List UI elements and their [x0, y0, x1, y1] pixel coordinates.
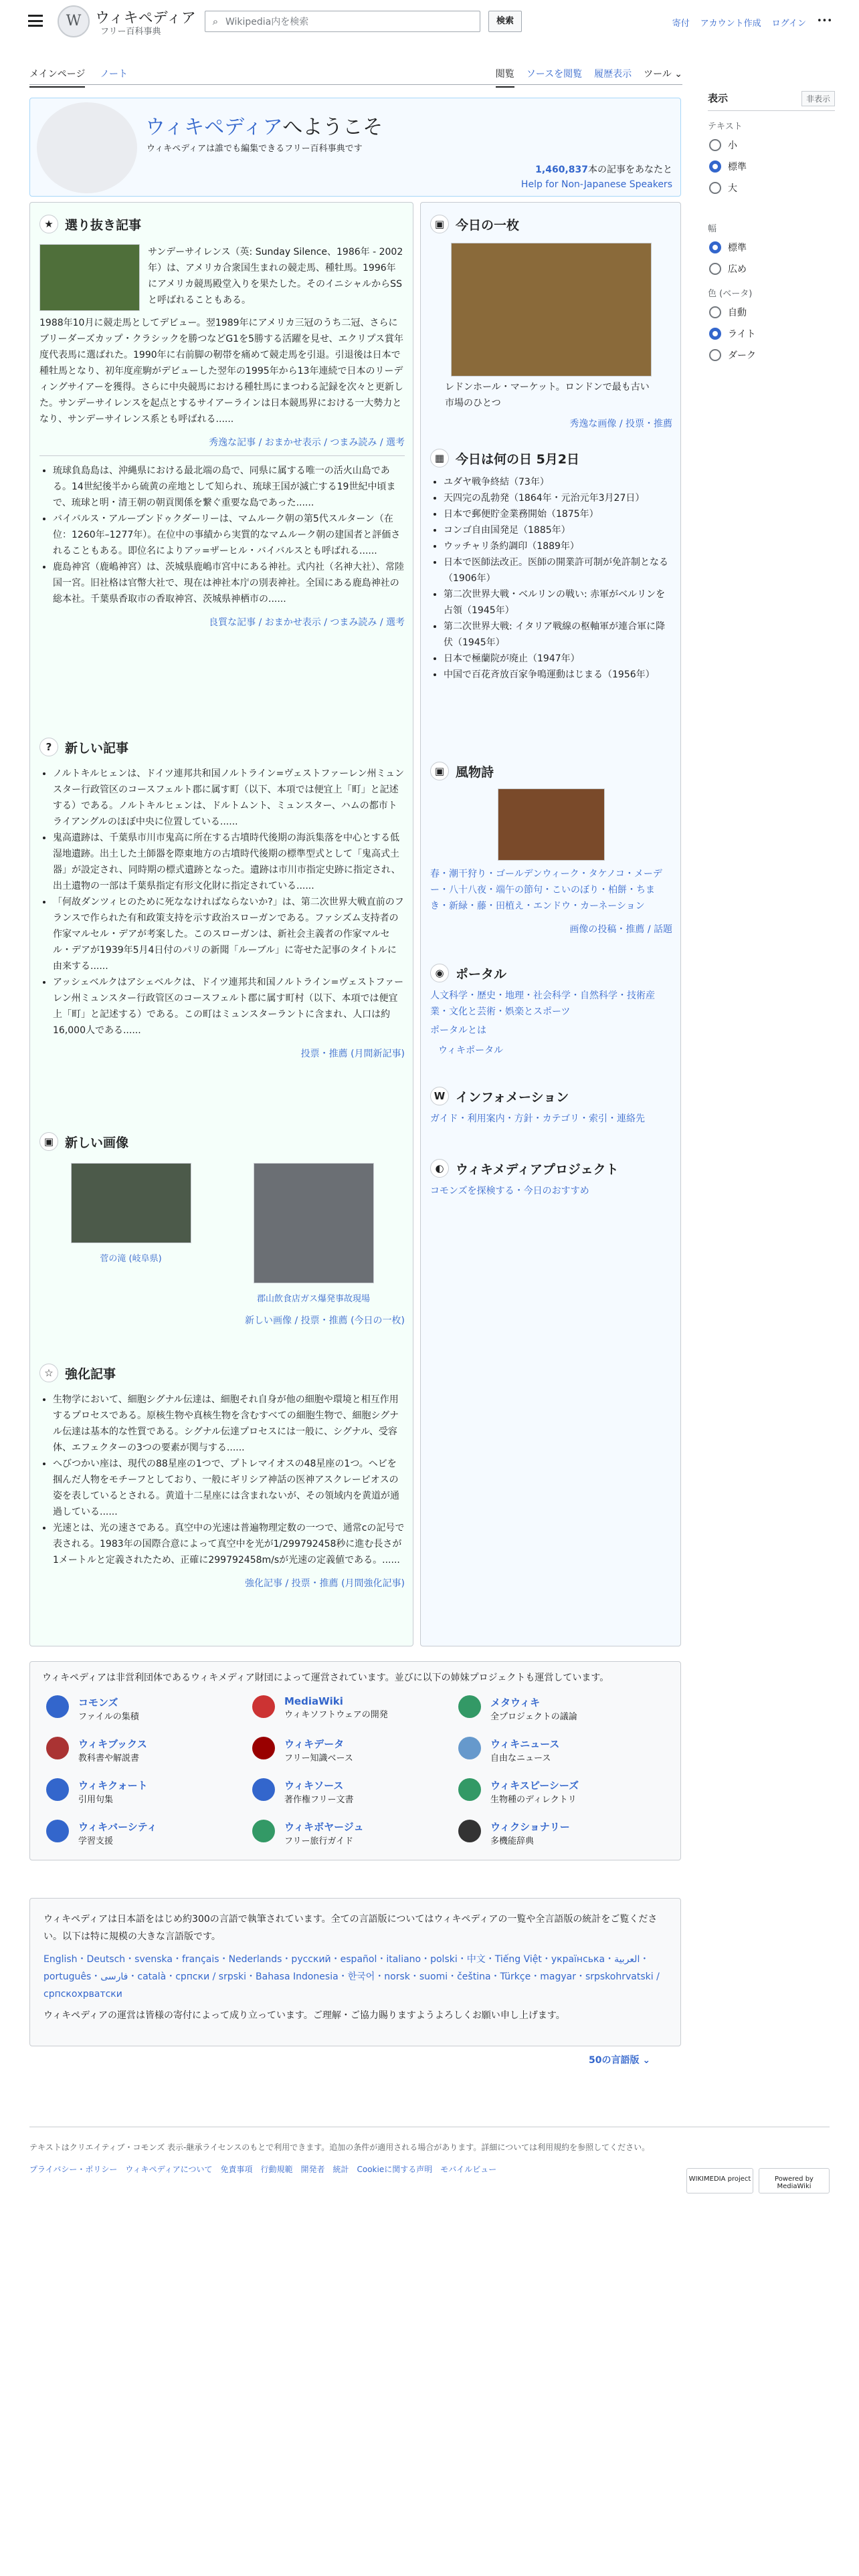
- wikimedia-icon: ◐: [430, 1159, 449, 1178]
- welcome-subtitle: ウィキペディアは誰でも編集できるフリー百科事典です: [147, 144, 363, 154]
- tab-view-source[interactable]: ソースを閲覧: [526, 69, 583, 80]
- color-label: 色 (ベータ): [708, 289, 753, 299]
- featured-footer[interactable]: 秀逸な記事 / おまかせ表示 / つまみ読み / 選考: [209, 437, 405, 448]
- wmp-heading: [430, 1159, 672, 1178]
- gallery-item: [254, 1163, 374, 1304]
- color-light-option[interactable]: [709, 327, 835, 340]
- seasonal-food-image[interactable]: [498, 788, 605, 861]
- portal-heading: [430, 964, 672, 982]
- project-icon: [252, 1695, 275, 1718]
- featured-intro: サンデーサイレンス（英: Sunday Silence、1986年 - 2002年）は、アメリカ合衆国生まれの競走馬、種牡馬。1996年にアメリカ競馬殿堂入りを果たした。そのイニシャルからSSと呼ばれることもある。: [148, 247, 403, 306]
- project-name[interactable]: メタウィキ: [490, 1697, 541, 1709]
- info-heading: [430, 1087, 672, 1105]
- project-item[interactable]: [46, 1820, 252, 1846]
- width-standard-option[interactable]: [709, 241, 835, 254]
- project-item[interactable]: [458, 1695, 664, 1722]
- sister-projects: [29, 1661, 681, 1860]
- list-item: • 日本で医師法改正。医師の開業許可制が免許制となる（1906年）: [444, 554, 672, 586]
- information: [430, 1087, 672, 1127]
- image-icon: ▣: [430, 215, 449, 233]
- portal-links[interactable]: 人文科学・歴史・地理・社会科学・自然科学・技術産業・文化と芸術・娯楽とスポーツ: [430, 990, 655, 1017]
- star-icon: ★: [39, 215, 58, 233]
- appearance-title: 表示: [708, 92, 729, 104]
- article-count-text: 本の記事をあなたと: [588, 165, 672, 175]
- radio-icon[interactable]: [709, 349, 721, 361]
- tab-read[interactable]: 閲覧: [496, 67, 514, 88]
- project-item[interactable]: [458, 1820, 664, 1846]
- calendar-icon: ▦: [430, 449, 449, 467]
- list-item: • 「何故ダンツィヒのために死ななければならないか?」は、第二次世界大戦直前のフランスで作られた有和政策支持を示す政治スローガンである。ファシズム支持者の作家マルセル・デアが考案した。このスローガンは、新社会主義者の作家マルセル・デアが1939年5月4日付のパリの新聞「ルーブル」に寄せた記事のタイトルに由来する......: [53, 894, 405, 974]
- list-item: • 第二次世界大戦・ベルリンの戦い: 赤軍がベルリンを占領（1945年）: [444, 586, 672, 619]
- project-name[interactable]: コモンズ: [78, 1697, 118, 1709]
- list-item: • ノルトキルヒェンは、ドイツ連邦共和国ノルトライン=ヴェストファーレン州ミュンスター行政管区のコースフェルト郡に属す町（以下、本項では便宜上「町」と記述する）である。ノルトキルヒェンは、ドルトムント、ミュンスター、ハムの都市トライアングルのほぼ中央に位置している......: [53, 766, 405, 830]
- mediawiki-badge[interactable]: Powered by MediaWiki: [759, 2168, 830, 2193]
- tab-divider: [29, 84, 682, 85]
- color-auto-option[interactable]: [709, 306, 835, 319]
- project-icon: [458, 1778, 481, 1801]
- project-desc: フリー知識ベース: [284, 1753, 353, 1763]
- color-dark-option[interactable]: [709, 348, 835, 362]
- projects-intro: ウィキペディアは非営利団体であるウィキメディア財団によって運営されています。並びに以下の姉妹プロジェクトも運営しています。: [42, 1673, 609, 1683]
- news-heading: [39, 738, 405, 756]
- tab-main-page[interactable]: メインページ: [29, 67, 85, 88]
- list-item: • 光速とは、光の速さである。真空中の光速は普遍物理定数の一つで、通常cの記号で表される。1983年の国際合意によって真空中を光が1/299792458秒に進む長さが1メートルと定義されたため、正確に299792458m/sが光速の定義値である。......: [53, 1520, 405, 1568]
- strong-footer[interactable]: 強化記事 / 投票・推薦 (月間強化記事): [245, 1578, 405, 1589]
- new-images: [39, 1132, 405, 1327]
- list-item: • 天四完の乱勃発（1864年・元治元年3月27日）: [444, 490, 672, 506]
- option-label: 大: [728, 183, 737, 194]
- new-images-gallery: [39, 1163, 405, 1304]
- language-box: [29, 1898, 681, 2046]
- question-icon: ?: [39, 738, 58, 756]
- portal-title: ポータル: [456, 966, 507, 982]
- list-item: • アッシェベルクはアシェベルクは、ドイツ連邦共和国ノルトライン=ヴェストファーレン州ミュンスター行政管区のコースフェルト郡に属す町村（以下、本項では便宜上「町」と記述する）である。この町はミュンスターラントに含まれ、人口は約16,000人である......: [53, 974, 405, 1039]
- project-name[interactable]: ウィキボヤージュ: [284, 1821, 364, 1833]
- project-icon: [46, 1778, 69, 1801]
- text-label: テキスト: [708, 122, 743, 132]
- info-title: インフォメーション: [456, 1089, 569, 1105]
- newimg-title: 新しい画像: [65, 1135, 129, 1150]
- project-desc: 全プロジェクトの議論: [490, 1712, 577, 1722]
- license-text: テキストはクリエイティブ・コモンズ 表示-継承ライセンスのもとで利用できます。追加の条件が適用される場合があります。詳細については利用規約を参照してください。: [29, 2143, 650, 2152]
- featured-text: 1988年10月に競走馬としてデビュー。翌1989年にアメリカ三冠のうち二冠、さらにブリーダーズカップ・クラシックを勝つなどG1を5勝する活躍を見せ、エクリプス賞年度代表馬に選ばれた。1990年に右前脚の靭帯を痛めて競走馬を引退。引退後は日本で種牡馬となり、初年度産駒がデビューした翌年の1995年から13年連続で日本のリーディングサイアーを獲得。さらに中央競馬における種牡馬にまつわる記録を次々と更新した。サンデーサイレンスを起点とするサイアーラインは日本競馬界における一大勢力となり、サンデーサイレンス系とも呼ばれる......: [39, 318, 404, 425]
- featured-title: 選り抜き記事: [65, 217, 142, 233]
- horse-image[interactable]: [39, 244, 140, 311]
- welcome-title-suffix: へようこそ: [282, 116, 383, 139]
- text-large-option[interactable]: [709, 181, 835, 195]
- list-item: • ウッチャリ条約調印（1889年）: [444, 538, 672, 554]
- project-item[interactable]: [458, 1737, 664, 1763]
- personal-tools: [672, 16, 832, 29]
- seasonal-links[interactable]: 春・潮干狩り・ゴールデンウィーク・タケノコ・メーデー・八十八夜・端午の節句・こいのぼり・柏餅・ちまき・新緑・藤・田植え・エンドウ・カーネーション: [430, 869, 662, 911]
- project-desc: フリー旅行ガイド: [284, 1836, 354, 1846]
- portal: [430, 964, 672, 1059]
- help-link[interactable]: Help for Non-Japanese Speakers: [520, 179, 672, 190]
- star-outline-icon: ☆: [39, 1364, 58, 1382]
- strong-articles-list: [39, 1392, 405, 1568]
- project-icon: [458, 1820, 481, 1842]
- text-standard-option[interactable]: [709, 160, 835, 173]
- waterfall-image[interactable]: [71, 1163, 191, 1243]
- project-item[interactable]: [458, 1778, 664, 1805]
- project-name[interactable]: ウィキニュース: [490, 1738, 560, 1750]
- option-label: ライト: [728, 329, 756, 340]
- new-articles-list: [39, 766, 405, 1039]
- list-item: • 鬼高遺跡は、千葉県市川市鬼高に所在する古墳時代後期の海浜集落を中心とする低湿地遺跡。出土した土師器を際東地方の古墳時代後期の標準型式として「鬼高式土器」が設定され、同時期の標式遺跡となった。遺跡は市川市指定史跡に指定され、出土遺物の一部は千葉県指定有形文化財に指定されている......: [53, 830, 405, 894]
- projects-grid: [30, 1689, 680, 1860]
- seasonal-topics: [430, 762, 672, 936]
- wikipedia-logo[interactable]: [58, 5, 90, 37]
- right-column: [420, 202, 681, 1646]
- project-item[interactable]: [46, 1737, 252, 1763]
- list-item: • バイバルス・アルーブンドゥクダーリーは、マムルーク朝の第5代スルターン（在位：1260年–1277年）。在位中の事績から実質的なマムルーク朝の建国者と評価されることもある。即位名によりアッ=ザーヒル・バイバルスとも呼ばれる......: [53, 511, 405, 559]
- project-desc: 生物種のディレクトリ: [490, 1795, 577, 1805]
- wordmark[interactable]: ウィキペディア: [95, 10, 196, 27]
- list-item: • 日本で極蘭院が廃止（1947年）: [444, 651, 672, 667]
- wikiportal-link[interactable]: ウィキポータル: [438, 1045, 504, 1056]
- project-desc: ウィキソフトウェアの開発: [284, 1710, 388, 1720]
- fuu-heading: [430, 762, 672, 780]
- news-footer[interactable]: 投票・推薦 (月間新記事): [300, 1049, 405, 1059]
- project-name[interactable]: ウィキクォート: [78, 1780, 148, 1792]
- footer-links[interactable]: プライバシー・ポリシー ウィキペディアについて 免責事項 行動規範 開発者 統計 Cookieに関する声明 モバイルビュー: [29, 2165, 497, 2174]
- donate-note: ウィキペディアの運営は皆様の寄付によって成り立っています。ご理解・ご協力賜りますようよろしくお願い申し上げます。: [43, 2010, 565, 2021]
- featured-heading: [39, 215, 405, 233]
- search-button[interactable]: 検索: [488, 11, 522, 32]
- project-name[interactable]: ウィキソース: [284, 1780, 344, 1792]
- tab-history[interactable]: 履歴表示: [594, 69, 632, 80]
- left-column: [29, 202, 413, 1646]
- portal-about-link[interactable]: ポータルとは: [430, 1025, 486, 1036]
- image-caption[interactable]: 菅の滝 (岐阜県): [100, 1254, 162, 1264]
- project-name[interactable]: ウィキデータ: [284, 1738, 345, 1750]
- info-links[interactable]: ガイド・利用案内・方針・カテゴリ・索引・連絡先: [430, 1113, 646, 1124]
- newimg-footer[interactable]: 新しい画像 / 投票・推薦 (今日の一枚): [245, 1315, 405, 1326]
- project-icon: [46, 1695, 69, 1718]
- project-item[interactable]: [46, 1695, 252, 1722]
- radio-icon[interactable]: [709, 306, 721, 318]
- list-item: • へびつかい座は、現代の88星座の1つで、プトレマイオスの48星座の1つ。ヘビを掴んだ人物をモチーフとしており、一般にギリシア神話の医神アスクレーピオスの姿を表しているとされる。黄道十二星座には含まれないが、その領域内を黄道が通過している......: [53, 1456, 405, 1520]
- project-desc: 学習支援: [78, 1836, 114, 1846]
- project-icon: [46, 1737, 69, 1759]
- radio-icon[interactable]: [709, 263, 721, 275]
- radio-icon[interactable]: [709, 160, 721, 173]
- list-item: • 中国で百花斉放百家争鳴運動はじまる（1956年）: [444, 667, 672, 683]
- tools-dropdown[interactable]: ツール ⌄: [644, 69, 682, 80]
- project-name[interactable]: ウィクショナリー: [490, 1821, 570, 1833]
- languages-button[interactable]: 50の言語版 ⌄: [589, 2055, 651, 2066]
- radio-icon[interactable]: [709, 328, 721, 340]
- potd-caption: レドンホール・マーケット。ロンドンで最も古い市場のひとつ: [445, 382, 650, 409]
- search-icon: ⌕: [212, 15, 219, 27]
- market-image[interactable]: [451, 243, 652, 377]
- image-icon: ▣: [39, 1132, 58, 1151]
- login-link[interactable]: ログイン: [771, 19, 806, 29]
- w-icon: W: [430, 1087, 449, 1105]
- puzzle-globe-icon: [37, 102, 137, 193]
- otd-heading: [430, 449, 672, 467]
- strong-articles: [39, 1364, 405, 1590]
- strong-title: 強化記事: [65, 1366, 116, 1382]
- option-label: 標準: [728, 162, 747, 173]
- potd-footer[interactable]: 秀逸な画像 / 投票・推薦: [569, 419, 672, 429]
- gallery-item: [71, 1163, 191, 1304]
- good-articles-footer[interactable]: 良質な記事 / おまかせ表示 / つまみ読み / 選考: [209, 617, 405, 628]
- option-label: 小: [728, 140, 737, 151]
- news-title: 新しい記事: [65, 740, 129, 756]
- width-wide-option[interactable]: [709, 262, 835, 276]
- search-input[interactable]: ⌕ Wikipedia内を検索: [205, 11, 480, 32]
- appearance-panel: [708, 91, 835, 370]
- header: [0, 0, 859, 44]
- article-count: [521, 163, 672, 192]
- on-this-day: [430, 449, 672, 683]
- create-account-link[interactable]: アカウント作成: [700, 19, 761, 29]
- project-name[interactable]: ウィキブックス: [78, 1738, 147, 1750]
- project-name[interactable]: ウィキスピーシーズ: [490, 1780, 579, 1792]
- article-count-value[interactable]: 1,460,837: [535, 165, 588, 175]
- list-item: • コンゴ自由国発足（1885年）: [444, 522, 672, 538]
- appearance-header: [708, 91, 835, 111]
- otd-list: [430, 474, 672, 683]
- radio-icon[interactable]: [709, 182, 721, 194]
- tab-talk[interactable]: ノート: [100, 69, 128, 80]
- option-label: 自動: [728, 308, 747, 318]
- wikimedia-project: [430, 1159, 672, 1199]
- project-name[interactable]: ウィキバーシティ: [78, 1821, 157, 1833]
- width-label: 幅: [708, 224, 717, 234]
- good-articles-list: [39, 463, 405, 607]
- donate-link[interactable]: 寄付: [672, 19, 690, 29]
- project-desc: ファイルの集積: [78, 1712, 139, 1722]
- welcome-wikipedia-link[interactable]: ウィキペディア: [145, 116, 283, 139]
- picture-of-the-day: [430, 215, 672, 430]
- project-desc: 多機能辞典: [490, 1836, 535, 1846]
- otd-title: 今日は何の日 5月2日: [456, 451, 580, 467]
- strong-heading: [39, 1364, 405, 1382]
- list-item: • 第二次世界大戦: イタリア戦線の枢軸軍が連合軍に降伏（1945年）: [444, 619, 672, 651]
- image-caption[interactable]: 郡山飲食店ガス爆発事故現場: [256, 1294, 370, 1304]
- potd-title: 今日の一枚: [456, 217, 520, 233]
- welcome-title: [145, 110, 383, 140]
- project-icon: [252, 1778, 275, 1801]
- languages-intro: ウィキペディアは日本語をはじめ約300の言語で執筆されています。全ての言語版についてはウィキペディアの一覧や全言語版の統計をご覧ください。以下は特に規模の大きな言語版です。: [43, 1914, 658, 1942]
- fuu-title: 風物詩: [456, 764, 494, 780]
- tagline: フリー百科事典: [100, 27, 161, 37]
- fuu-footer[interactable]: 画像の投稿・推薦 / 話題: [569, 924, 672, 935]
- menu-icon[interactable]: [28, 15, 43, 27]
- option-label: 標準: [728, 243, 747, 253]
- project-icon: [46, 1820, 69, 1842]
- hide-button[interactable]: 非表示: [801, 91, 835, 106]
- project-icon: [252, 1820, 275, 1842]
- project-desc: 教科書や解説書: [78, 1753, 140, 1763]
- project-item[interactable]: [252, 1820, 458, 1846]
- project-item[interactable]: [46, 1778, 252, 1805]
- project-icon: [458, 1737, 481, 1759]
- project-name[interactable]: MediaWiki: [284, 1695, 343, 1707]
- list-item: • 琉球負島島は、沖縄県における最北端の島で、同県に属する唯一の活火山島である。14世紀後半から硫黄の産地として知られ、琉球王国が滅亡する19世紀中頃まで、琉球と明・清王朝の朝貢関係を繋ぐ重要な島であった......: [53, 463, 405, 511]
- project-desc: 引用句集: [78, 1795, 114, 1805]
- more-icon[interactable]: •••: [816, 16, 832, 26]
- radio-icon[interactable]: [709, 139, 721, 151]
- project-item[interactable]: [252, 1737, 458, 1763]
- project-desc: 自由なニュース: [490, 1753, 551, 1763]
- image-icon: ▣: [430, 762, 449, 780]
- list-item: • 生物学において、細胞シグナル伝達は、細胞それ自身が他の細胞や環境と相互作用するプロセスである。原核生物や真核生物を含むすべての細胞生物で、細胞シグナル伝達は基本的な性質である。シグナル伝達プロセスには一般に、シグナル、受容体、エフェクターの3つの要素が関与する......: [53, 1392, 405, 1456]
- potd-heading: [430, 215, 672, 233]
- text-small-option[interactable]: [709, 138, 835, 152]
- radio-icon[interactable]: [709, 241, 721, 253]
- list-item: • ユダヤ戦争終結（73年）: [444, 474, 672, 490]
- option-label: ダーク: [728, 350, 756, 361]
- new-articles: [39, 738, 405, 1060]
- project-item[interactable]: [252, 1778, 458, 1805]
- wikimedia-badge[interactable]: WIKIMEDIA project: [686, 2168, 753, 2193]
- project-item[interactable]: [252, 1695, 458, 1722]
- globe-icon: ◉: [430, 964, 449, 982]
- newimg-heading: [39, 1132, 405, 1151]
- project-desc: 著作権フリー文書: [284, 1795, 354, 1805]
- list-item: • 鹿島神宮（鹿嶋神宮）は、茨城県鹿嶋市宮中にある神社。式内社（名神大社）、常陸国一宮。旧社格は官幣大社で、現在は神社本庁の別表神社。全国にある鹿島神社の総本社。千葉県香取市の香取神宮、茨城県神栖市の......: [53, 559, 405, 607]
- project-icon: [458, 1695, 481, 1718]
- languages-list[interactable]: English・Deutsch・svenska・français・Nederlands・русский・español・italiano・polski・中文・Tiếng Việt・українська・العربية・português・فارسی・català・српски / srpski・Bahasa Indonesia・한국어・norsk・suomi・čeština・Türkçe・magyar・srpskohrvatski / српскохрватски: [43, 1954, 660, 2000]
- option-label: 広め: [728, 264, 747, 275]
- featured-body: [39, 244, 405, 311]
- wmp-links[interactable]: コモンズを探検する・今日のおすすめ: [430, 1186, 589, 1196]
- welcome-banner: [29, 98, 681, 197]
- project-icon: [252, 1737, 275, 1759]
- explosion-site-image[interactable]: [254, 1163, 374, 1283]
- featured-article: [39, 215, 405, 629]
- wmp-title: ウィキメディアプロジェクト: [456, 1162, 619, 1177]
- list-item: • 日本で郵便貯金業務開始（1875年）: [444, 506, 672, 522]
